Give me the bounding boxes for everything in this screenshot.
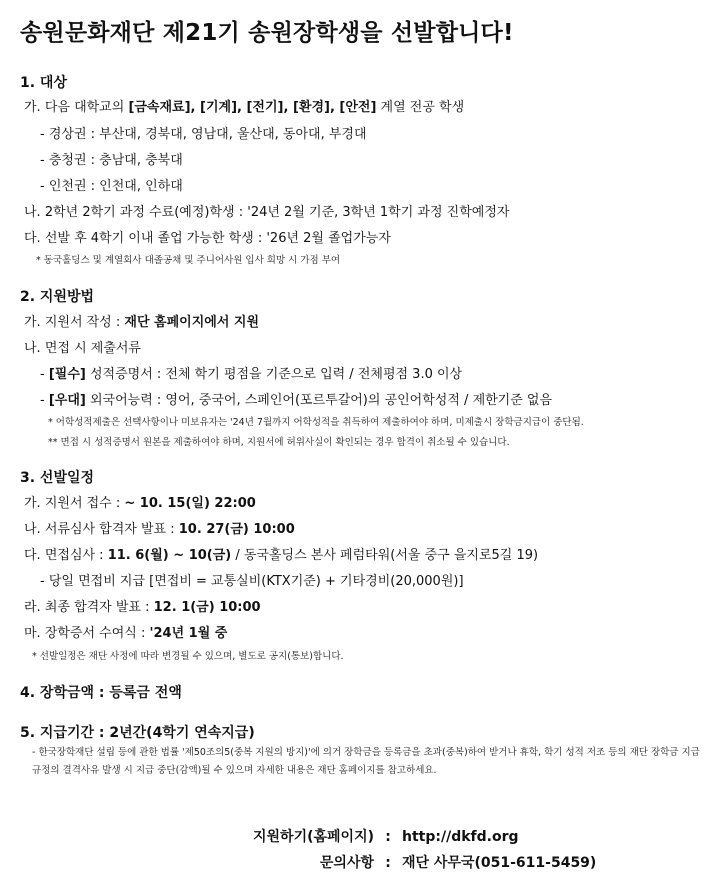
s3-item-c-label: 다. 면접심사 :: [24, 548, 108, 563]
s2-required-text: 성적증명서 : 전체 학기 평점을 기준으로 입력 / 전체평점 3.0 이상: [85, 367, 463, 382]
s3-item-b: [24, 518, 295, 537]
s2-preferred-dash: -: [40, 393, 49, 408]
s3-item-d: [24, 596, 261, 615]
s3-item-c-sub: - 당일 면접비 지급 [면접비 = 교통실비(KTX기준) + 기타경비(20,000원)]: [40, 574, 464, 589]
s5-note: - 한국장학재단 설립 등에 관한 법률 '제50조의5(중복 지원의 방지)'에 의거 장학금을 등록금을 초과(중복)하여 받거나 휴학, 학기 성적 저조 등의 재단 장학금 지급규정의 결격사유 발생 시 지급 중단(감액)될 수 있으며 자세한 내용은 재단 홈페이지를 참고하세요.: [32, 747, 700, 776]
s3-item-a-date: ~ 10. 15(일) 22:00: [124, 496, 256, 511]
s3-item-b-label: 나. 서류심사 합격자 발표 :: [24, 522, 179, 537]
s2-required-dash: -: [40, 367, 49, 382]
s3-item-d-date: 12. 1(금) 10:00: [153, 600, 261, 615]
section-1-heading: 1. 대상: [20, 75, 67, 91]
s2-item-a: [24, 311, 259, 330]
s3-item-a: [24, 492, 256, 511]
section-4-heading: 4. 장학금액 : 등록금 전액: [20, 685, 182, 701]
s1-region-gyeongsang: - 경상권 : 부산대, 경북대, 영남대, 울산대, 동아대, 부경대: [40, 127, 367, 142]
contact-inquiry-value: 재단 사무국(051-611-5459): [402, 855, 597, 871]
contact-apply-label: 지원하기(홈페이지): [253, 829, 374, 845]
s3-item-e-label: 마. 장학증서 수여식 :: [24, 626, 150, 641]
s2-item-a-method: 재단 홈페이지에서 지원: [124, 315, 260, 330]
s3-note: * 선발일정은 재단 사정에 따라 변경될 수 있으며, 별도로 공지(통보)합니다.: [32, 651, 344, 662]
contact-inquiry-label: 문의사항: [319, 855, 374, 871]
section-5-heading: 5. 지급기간 : 2년간(4학기 연속지급): [20, 725, 255, 741]
s1-item-b: 나. 2학년 2학기 과정 수료(예정)학생 : '24년 2월 기준, 3학년 1학기 과정 진학예정자: [24, 205, 510, 220]
contact-inquiry-row: [214, 852, 596, 872]
s1-item-a-prefix: 가. 다음 대학교의: [24, 100, 129, 115]
s2-item-a-prefix: 가. 지원서 작성 :: [24, 315, 125, 330]
page-title: 송원문화재단 제21기 송원장학생을 선발합니다!: [20, 20, 514, 46]
s3-item-e-date: '24년 1월 중: [149, 626, 228, 641]
s2-required-doc: [40, 363, 462, 382]
contact-apply-row: [214, 826, 519, 846]
s1-item-a: [24, 96, 464, 115]
s3-item-c: [24, 544, 538, 563]
contact-inquiry-colon: :: [385, 855, 391, 871]
s2-preferred-text: 외국어능력 : 영어, 중국어, 스페인어(포르투갈어)의 공인어학성적 / 제한기준 없음: [85, 393, 553, 408]
s1-item-a-majors: [금속재료], [기계], [전기], [환경], [안전]: [128, 100, 377, 115]
contact-apply-colon: :: [385, 829, 391, 845]
section-2-heading: 2. 지원방법: [20, 289, 95, 305]
s1-item-c: 다. 선발 후 4학기 이내 졸업 가능한 학생 : '26년 2월 졸업가능자: [24, 231, 391, 246]
s1-region-chungcheong: - 충청권 : 충남대, 충북대: [40, 153, 183, 168]
s1-region-incheon: - 인천권 : 인천대, 인하대: [40, 179, 183, 194]
s1-note: * 동국홀딩스 및 계열회사 대졸공채 및 주니어사원 입사 희망 시 가점 부여: [36, 255, 341, 266]
s3-item-b-date: 10. 27(금) 10:00: [178, 522, 295, 537]
section-3-heading: 3. 선발일정: [20, 470, 95, 486]
s3-item-e: [24, 622, 227, 641]
s3-item-c-date: 11. 6(월) ~ 10(금): [107, 548, 232, 563]
s2-required-tag: [필수]: [48, 367, 86, 382]
s3-item-c-location: / 동국홀딩스 본사 페럼타워(서울 중구 을지로5길 19): [231, 548, 539, 563]
s2-note-2: ** 면접 시 성적증명서 원본을 제출하여야 하며, 지원서에 허위사실이 확인되는 경우 합격이 취소될 수 있습니다.: [48, 437, 510, 448]
contact-apply-link[interactable]: http://dkfd.org: [402, 829, 519, 845]
s2-preferred-tag: [우대]: [48, 393, 86, 408]
s3-item-a-label: 가. 지원서 접수 :: [24, 496, 125, 511]
s2-preferred-doc: [40, 389, 552, 408]
s1-item-a-suffix: 계열 전공 학생: [376, 100, 465, 115]
s3-item-d-label: 라. 최종 합격자 발표 :: [24, 600, 154, 615]
s2-item-b: 나. 면접 시 제출서류: [24, 341, 141, 356]
s2-note-1: * 어학성적제출은 선택사항이나 미보유자는 '24년 7월까지 어학성적을 취득하여 제출하여야 하며, 미제출시 장학금지급이 중단됨.: [48, 417, 584, 428]
